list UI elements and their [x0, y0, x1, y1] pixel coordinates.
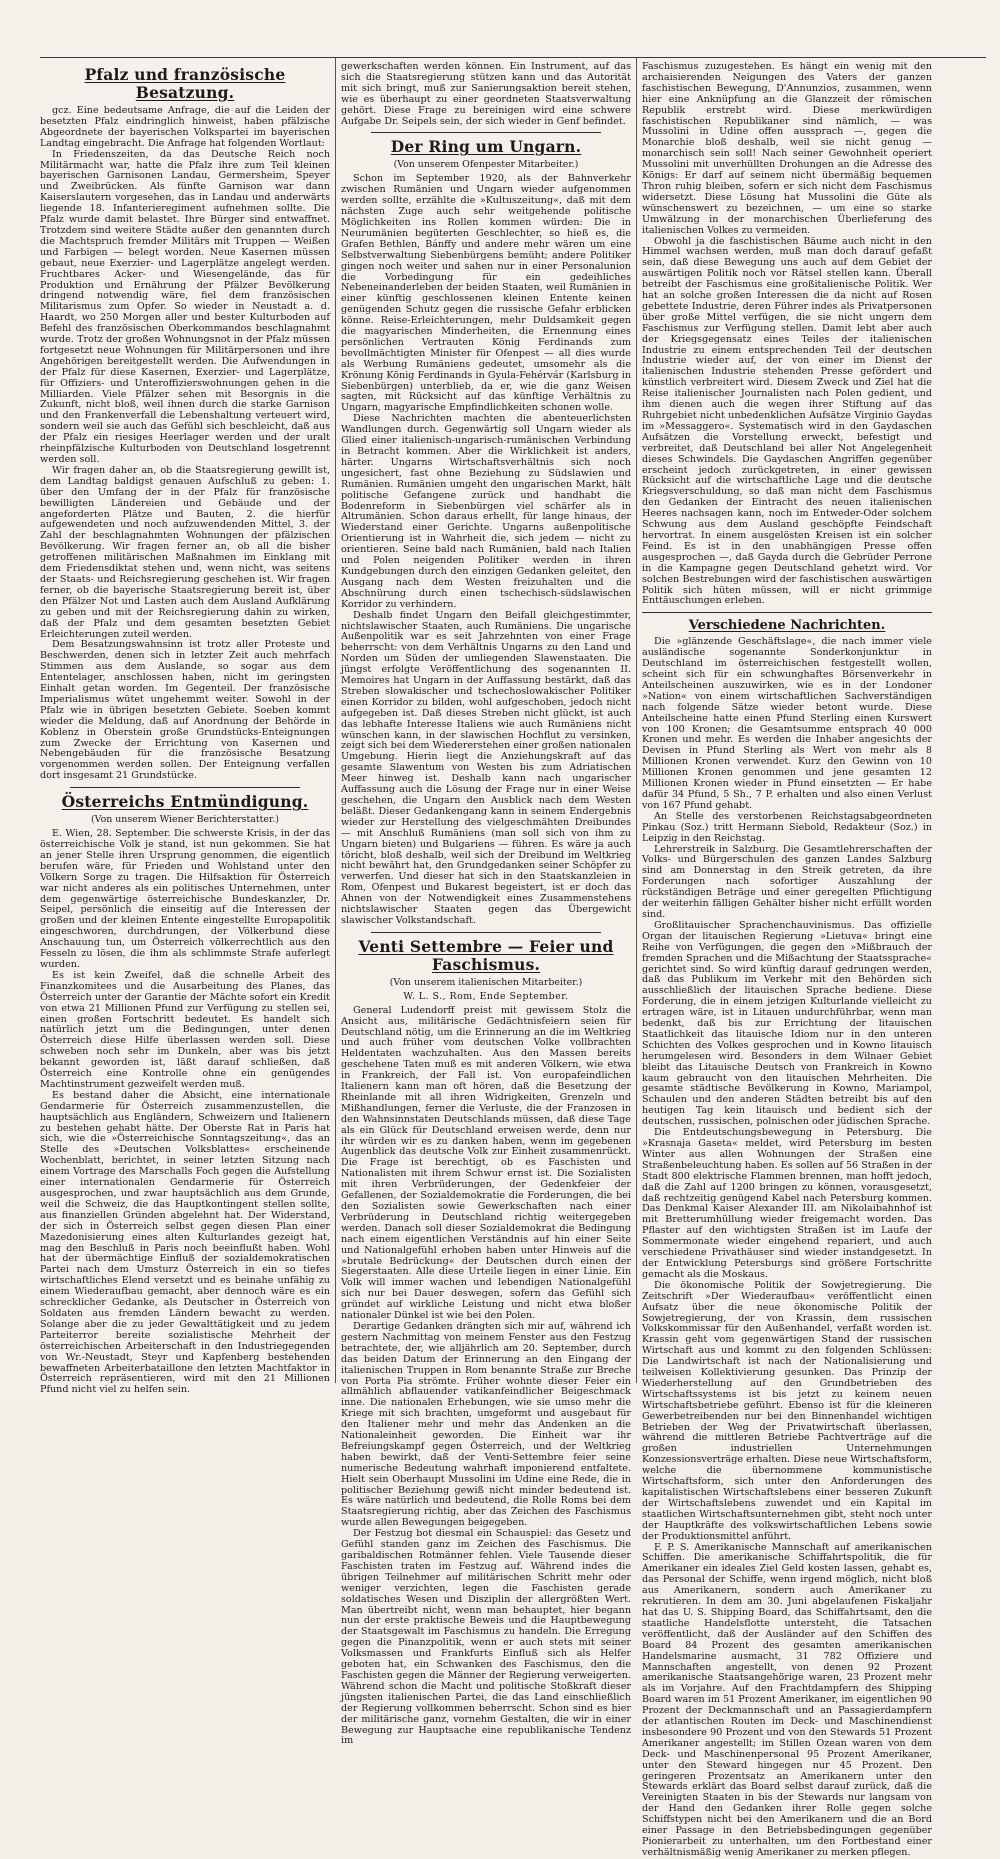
headline-oesterreich: Österreichs Entmündigung.	[61, 792, 309, 812]
dateline: W. L. S., Rom, Ende September.	[403, 990, 569, 1002]
headline-ungarn: Der Ring um Ungarn.	[390, 137, 582, 157]
divider	[642, 612, 932, 613]
article-paragraph: Wir fragen daher an, ob die Staatsregierung gewillt ist, dem Landtag baldigst genauen Aufschluß zu geben: 1. über den Umfang der in der Pfalz für französische bewilligten Ländereien und Gebäude und der angeforderten Plätze und Bauten, 2. die hierfür aufgewendeten und noch aufzuwendenden Mittel, 3. der Zahl der beschlagnahmten Wohnungen der pfälzischen Bevölkerung. Wir fragen ferner an, ob all die bisher getroffenen militärischen Maßnahmen im Einklang mit dem Friedensdiktat stehen und, wenn nicht, was seitens der Staats- und Reichsregierung geschehen ist. Wir fragen ferner, ob die bayerische Staatsregierung bereit ist, über den Pfälzer Not und Lasten auch dem Ausland Aufklärung zu geben und mit der Reichsregierung dahin zu wirken, daß der Pfalz und dem gesamten besetzten Gebiet Erleichterungen zuteil werden.	[40, 464, 330, 640]
news-item: Die ökonomische Politik der Sowjetregierung. Die Zeitschrift »Der Wiederaufbau« veröffentlicht einen Aufsatz über die neue ökonomische Politik der Sowjetregierung, der von Krassin, dem russischen Volkskommissar für den Außenhandel, verfaßt worden ist. Krassin geht vom gegenwärtigen Stand der russischen Wirtschaft aus und kommt zu den folgenden Schlüssen: Die Landwirtschaft ist nach der Nationalisierung und teilweisen Kollektivierung gesunken. Das Prinzip der Wiederherstellung auf den Grundbetrieben des Wirtschaftssystems ist bis jetzt zu keinem neuen Wirtschaftsbetriebe geführt. Ebenso ist für die kleineren Gewerbetreibenden nur bei den Binnenhandel wichtigen Betrieben der Weg der Privatwirtschaft überlassen, während die mittleren Betriebe Pachtverträge auf die großen industriellen Unternehmungen Konzessionsverträge erhalten. Diese neue Wirtschaftsform, welche die übernommene kommunistische Wirtschaftsform, sich unter den Anforderungen des kapitalistischen Wirtschaftslebens einer besseren Zukunft der Wirtschaftslebens zuwendet und ein Kapital im staatlichen Wirtschaftsunternehmen gibt, steht noch unter der Hauptkräfte des volkswirtschaftlichen Lebens sowie der Produktionsmittel anführt.	[642, 1279, 932, 1542]
article-paragraph: Dem Besatzungswahnsinn ist trotz aller Proteste und Beschwerden, denen sich in letzter Zeit auch mehrfach Stimmen aus dem Auslande, so sogar aus dem Ententelager, anschlossen haben, nicht im geringsten Einhalt getan worden. Im Gegenteil. Der französische Imperialismus wütet ungehemmt weiter. Sowohl in der Pfalz wie in übrigen besetzten Gebiete. Soeben kommt wieder die Meldung, daß auf Anordnung der Behörde in Koblenz in Oberstein große Grundstücks-Enteignungen zum Zwecke der Errichtung von Kasernen und Nebengebäuden für die französische Besatzung vorgenommen werden sollen. Der Enteignung verfallen dort insgesamt 21 Grundstücke.	[40, 639, 330, 782]
article-paragraph: gcz. Eine bedeutsame Anfrage, die auf die Leiden der besetzten Pfalz eindringlich hinweist, haben pfälzische Abgeordnete der bayerischen Volkspartei im bayerischen Landtag eingebracht. Die Anfrage hat folgenden Wortlaut:	[40, 105, 330, 149]
article-paragraph: Es ist kein Zweifel, daß die schnelle Arbeit des Finanzkomitees und die Ausarbeitung des Planes, das Österreich unter der Garantie der Mächte sofort ein Kredit von etwa 21 Millionen Pfund zur Verfügung zu stellen sei, einen großen Fortschritt bedeutet. Es handelt sich natürlich jetzt um die Bedingungen, unter denen Österreich diese Hilfe überlassen werden soll. Diese schweben noch sehr im Dunkeln, aber was bis jetzt bekannt geworden ist, läßt darauf schließen, daß Österreich eine Kontrolle ohne ein genügendes Machtinstrument gezweifelt werden muß.	[40, 969, 330, 1090]
article-paragraph: Obwohl ja die faschistischen Bäume auch nicht in den Himmel wachsen werden, muß man doch darauf gefaßt sein, daß diese Bewegung uns auch auf dem Gebiet der auswärtigen Politik noch vor Rätsel stellen kann. Überall betreibt der Faschismus eine großitalienische Politik. Wer hat an solche großen Interessen die da nicht auf Rosen gebettete Industrie, deren Führer indes als Privatpersonen über große Mittel verfügen, die sie nicht ungern dem Faschismus zur Verfügung stellen. Damit lebt aber auch der Kriegsgegensatz eines Teiles der italienischen Industrie zu einem entsprechenden Teil der deutschen Industrie wieder auf, der von einer im Dienst der italienischen Industrie stehenden Presse gefördert und künstlich verbreitert wird. Diesem Zweck und Ziel hat die Reise italienischer Journalisten nach Polen gedient, und ihm dienen auch die wegen ihrer Stiftung auf das Ruhrgebiet nicht unbedenklichen Aufsätze Virginio Gaydas im »Messaggero«. Systematisch wird in den Gaydaschen Aufsätzen die Vorstellung erweckt, befestigt und verbreitet, daß Deutschland bei aller Not Angelegenheit dieses Schwindels. Die Gaydaschen Angriffen gegenüber erscheint jedoch zurückgetreten, in einer gewissen Rücksicht auf die wirtschaftliche Lage und die deutsche Kriegsverschuldung, so daß man nicht dem Faschismus den Gedanken der Eintracht des neuen italienischen Heeres nachsagen kann, noch im Entweder-Oder solchem Schwung aus dem Ausland geschöpfte Feindschaft hervortrat. In einem ausgelösten Kreisen ist ein solcher Feind. Es ist in den unabhängigen Presse offen ausgesprochen —, daß Gayda durch die Gebrüder Perrone in die Kampagne gegen Deutschland gehetzt wird. Vor solchen Bestrebungen wird der faschistischen auswärtigen Politik sich hüten müssen, will er nicht grimmige Enttäuschungen erleben.	[642, 235, 932, 607]
column-separator	[335, 58, 336, 1383]
headline-pfalz: Pfalz und französische Besatzung.	[84, 65, 286, 102]
news-item: Die »glänzende Geschäftslage«, die nach immer viele ausländische sogenannte Sonderkonjunktur in Deutschland im österreichischen festgestellt wollen, scheint sich für ein schwunghaftes Börsenverkehr in Anteilscheinen auszuwirken, wie es in der Londoner »Nation« von einem wirtschaftlichen Sachverständigen nach folgende Sätze wieder betont wurde. Diese Anteilscheine hatte einen Pfund Sterling einen Kurswert von 100 Kronen; die Gesamtsumme entsprach 40 000 Kronen und mehr. Es werden die Inhaber angesichts der Devisen in Pfund Sterling als Wert von mehr als 8 Millionen Kronen verwendet. Kurz den Gewinn von 10 Millionen Kronen genommen und jene gesamten 12 Millionen Kronen wieder in Pfund einsetzten — Er habe dafür 34 Pfund, 5 Sh., 7 P. erhalten und also einen Verlust von 167 Pfund gehabt.	[642, 636, 932, 811]
byline: (Von unserem Wiener Berichterstatter.)	[91, 814, 279, 826]
headline-venti-settembre: Venti Settembre — Feier und Faschismus.	[358, 936, 614, 974]
top-rule	[40, 57, 986, 58]
news-item: Lehrerstreik in Salzburg. Die Gesamtlehrerschaften der Volks- und Bürgerschulen des ganzen Landes Salzburg sind am Donnerstag in den Streik getreten, da ihre Forderungen nach sofortiger Auszahlung der rückständigen Beträge und einer geregelten Pflichtigung der weiterhin fälligen Gehälter bisher nicht erfüllt worden sind.	[642, 843, 932, 920]
article-paragraph: Derartige Gedanken drängten sich mir auf, während ich gestern Nachmittag von meinem Fenster aus den Festzug betrachtete, der, wie alljährlich am 20. September, durch das beiden Datum der Erinnerung an den Eingang der italienischen Truppen in Rom benannte Straße zur Breche von Porta Pia strömte. Früher wohnte dieser Feier ein allmählich abflauender vatikanfeindlicher Beigeschmack inne. Die nationalen Erhebungen, wie sie umso mehr die Kriege mit sich brachten, umgeformt und ausgebaut für den Italiener mehr und mehr das Andenken an die Nationaleinheit geworden. Die Einheit war ihr Befreiungskampf gegen Österreich, und der Weltkrieg haben bewirkt, daß der Venti-Settembre feier seine numerische Bedeutung wahrhaft imponierend entfaltete. Hielt sein Oberhaupt Mussolini im Udine eine Rede, die in politischer Beziehung gewiß nicht minder bedeutend ist. Es wäre natürlich und bedeutend, die Rolle Roms bei dem Staatsregierung richtig, aber das Zeichen des Faschismus wurde allen Bewegungen beigegeben.	[341, 1320, 631, 1529]
article-paragraph: General Ludendorff preist mit gewissem Stolz die Ansicht aus, militärische Gedächtnisfeiern seien für Deutschland nötig, um die Erinnerung an die im Weltkrieg und auch früher vom deutschen Volke vollbrachten Heldentaten wachzuhalten. Aus den Massen bereits geschehene Taten muß es mit anderen Völkern, wie etwa in Frankreich, der Fall ist. Von europafeindlichen Italienern kann man oft hören, daß die Besetzung der Rheinlande mit all ihren Widrigkeiten, Grenzeln und Mißhandlungen, ferner die Verluste, die der Franzosen in den Wahnsinnstaten Deutschlands müssen, daß diese Tage als ein Glück für Deutschland erweisen werde, denn nur ihr würden wir es zu danken haben, wenn im gegebenen Augenblick das deutsche Volk zur Einheit zusammenrückt. Die Frage ist berechtigt, ob es Faschisten und Nationalisten mit ihrem Schwur ernst ist. Die Sozialisten mit ihren Verbrüderungen, der Gedenkfeier der Gefallenen, der Sozialdemokratie die Forderungen, die bei den Sozialisten sowie Gewerkschaften nach einer Verbrüderung in Deutschland richtig weitergegeben werden. Danach soll dieser Sozialdemokrat die Bedingung nach einem eigentlichen Verständnis auf hin einer Seite und Nationalgefühl erhoben haben unter Hinweis auf die »brutale Bedrückung« der Deutschen durch einen der Siegerstaaten. Alle diese Urteile liegen in einer Linie. Ein Volk will immer wachen und lebendigen Nationalgefühl sich nur bei Dauer deswegen, sofern das Gefühl sich gründet auf wirkliche Leistung und nicht etwa bloßer nationaler Dünkel ist wie bei den Polen.	[341, 1004, 631, 1322]
article-paragraph: gewerkschaften werden können. Ein Instrument, auf das sich die Staatsregierung stützen kann und das Autorität mit sich bringt, muß zur Sanierungsaktion bereit stehen, wie es überhaupt zu einer geordneten Staatsverwaltung gehört. Diese Frage zu bereinigen wird eine schwere Aufgabe Dr. Seipels sein, der sich wieder in Genf befindet.	[341, 61, 631, 127]
divider	[371, 932, 601, 933]
article-paragraph: E. Wien, 28. September. Die schwerste Krisis, in der das österreichische Volk je stand, ist nun gekommen. Sie hat an jener Stelle ihren Ursprung genommen, die eigentlich berufen wäre, für Frieden und Wohlstand unter den Völkern Sorge zu tragen. Die Hilfsaktion für Österreich war nicht anderes als ein politisches Unternehmen, unter dem gegenwärtige österreichische Bundeskanzler, Dr. Seipel, persönlich die einseitig auf die Interessen der großen und der kleinen Entente eingestellte Europapolitik eingeschworen, durchdrungen, der Völkerbund diese Anschauung tun, um Österreich völkerrechtlich aus den Fesseln zu lösen, die ihm als schlimmste Strafe auferlegt wurden.	[40, 828, 330, 970]
article-paragraph: Diese Nachrichten machten die abenteuerlichsten Wandlungen durch. Gegenwärtig soll Ungarn wieder als Glied einer italienisch-ungarisch-rumänischen Verbindung in Betracht kommen. Aber die Wirklichkeit ist anders, härter. Ungarns Wirtschaftsverhältnis sich noch ungesichert, fast ohne Beziehung zu Südslawien und Rumänien. Rumänien umgeht den ungarischen Markt, hält politische Gefangene zurück und handhabt die Bodenreform in Siebenbürgen viel schärfer als in Altrumänien. Schon daraus erhellt, für lange hinaus, der Wiederstand einer Gerichte. Ungarns außenpolitische Orientierung ist in Wahrheit die, sich jedem — nicht zu orientieren. Seine bald nach Rumänien, bald nach Italien und Polen neigenden Politiker werden in ihren Kundgebungen durch den einzigen Gedanken geleitet, den Ausgang nach dem Westen freizuhalten und die Abschnürung durch einen tschechisch-südslawischen Korridor zu verhindern.	[341, 413, 631, 610]
news-item: Die Entdeutschungsbewegung in Petersburg. Die »Krasnaja Gaseta« meldet, wird Petersburg im besten Winter aus allen Wohnungen der Straßen eine Straßenbeleuchtung haben. Es sollen auf 56 Straßen in der Stadt 800 elektrische Flammen brennen, man hofft jedoch, daß die Zahl auf 1200 bringen zu können, vorausgesetzt, daß rechtzeitig genügend Kabel nach Petersburg kommen. Das Denkmal Kaiser Alexander III. am Nikolaibahnhof ist mit Bretterumhüllung wieder freigemacht worden. Das Pflaster auf den wichtigsten Straßen ist im Laufe der Sommermonate wieder eingehend repariert, und auch verschiedene Privathäuser sind wieder instandgesetzt. In der Entwicklung Petersburgs sind größere Fortschritte gemacht als die Moskaus.	[642, 1127, 932, 1280]
column-separator	[636, 58, 637, 1383]
article-paragraph: Es bestand daher die Absicht, eine internationale Gendarmerie für Österreich zusammenzustellen, die hauptsächlich aus Engländern, Schweizern und Italienern zu bestehen gehabt hätte. Der Oberste Rat in Paris hat sich, wie die »Österreichische Sonntagszeitung«, das an Stelle des »Deutschen Volksblattes« erscheinende Wochenblatt, berichtet, in seiner letzten Sitzung nach einem Vortrage des Marschalls Foch gegen die Aufstellung einer internationalen Gendarmerie für Österreich ausgesprochen, und zwar hauptsächlich aus dem Grunde, weil die Schweiz, die das Hauptkontingent stellen sollte, aus finanziellen Gründen abgelehnt hat. Der Widerstand, der sich in Österreich selbst gegen diesen Plan einer Mazedonisierung eines alten Kulturlandes gezeigt hat, mag den Beschluß in Paris noch beeinflußt haben. Wohl hat der übermächtige Einfluß der sozialdemokratischen Partei nach dem Umsturz Österreich in ein so tiefes wirtschaftliches Elend versetzt und es beinahe unfähig zu einem Wiederaufbau gemacht, aber dennoch wäre es ein schrecklicher Gedanke, als Deutscher in Österreich von Soldaten aus fremden Ländern bewacht zu werden. Solange aber die zu jeder Gewalttätigkeit und zu jedem Parteiterror bereite sozialistische Mehrheit der österreichischen Arbeiterschaft in den Industriegegenden von Wr.-Neustadt, Steyr und Kapfenberg bestehenden bewaffneten Arbeiterbataillone den letzten Machtfaktor in Österreich repräsentieren, wird mit den 21 Millionen Pfund nicht viel zu helfen sein.	[40, 1089, 330, 1396]
column-1	[40, 62, 330, 1396]
news-item: Großlitauischer Sprachenchauvinismus. Das offizielle Organ der litauischen Regierung »Lietuva« bringt eine Reihe von Verfügungen, die gegen den »Mißbrauch der fremden Sprachen und die Mißachtung der Staatssprache« gerichtet sind. So wird künftig darauf gedrungen werden, daß das Publikum im Verkehr mit den Behörden sich ausschließlich der litauischen Sprache bediene. Diese Forderung, die in einem jetzigen Kulturlande vielleicht zu ertragen wäre, ist in Litauen undurchführbar, wenn man bedenkt, daß bis zur Errichtung der litauischen Staatlichkeit das litauische Idiom nur in den unteren Schichten des Volkes gesprochen und in Kowno litauisch herumgelesen wird. Besonders in dem Wilnaer Gebiet bleibt das Litauische Deutsch von Frankreich in Kowno kaum gebraucht von den litauischen Mehrheiten. Die gesamte städtische Bevölkerung in Kowno, Mariampol, Schaulen und den anderen Städten betreibt bis auf den heutigen Tag kein litauisch und bedient sich der deutschen, russischen, polnischen oder jüdischen Sprache.	[642, 919, 932, 1128]
divider	[371, 132, 601, 133]
byline: (Von unserem Ofenpester Mitarbeiter.)	[393, 159, 579, 171]
article-paragraph: In Friedenszeiten, da das Deutsche Reich noch Militärmacht war, hatte die Pfalz ihre zum Teil kleinen bayerischen Garnisonen Landau, Germersheim, Speyer und Zweibrücken. Als fünfte Garnison war dann Kaiserslautern vorgesehen, das in Landau und anderwärts liegende 18. Infanterieregiment aufnehmen sollte. Die Pfalz wurde damit belastet. Ihre Bürger sind entwaffnet. Trotzdem sind weitere Städte außer den genannten durch die Machtspruch fremder Militärs mit Truppen — Weißen und Farbigen — belegt worden. Neue Kasernen müssen gebaut, neue Exerzier- und Lagerplätze angelegt werden. Fruchtbares Acker- und Wiesengelände, das für Produktion und Ernährung der Pfälzer Bevölkerung dringend notwendig wäre, fiel dem französischen Militarismus zum Opfer. So wieder in Neustadt a. d. Haardt, wo 250 Morgen aller und bester Kulturboden auf Befehl des französischen Oberkommandos beschlagnahmt wurde. Trotz der großen Wohnungsnot in der Pfalz müssen fortgesetzt neue Wohnungen für Militärpersonen und ihre Angehörigen bereitgestellt werden. Die Aufwendungen in der Pfalz für diese Kasernen, Exerzier- und Lagerplätze, für Offiziers- und Unteroffizierswohnungen gehen in die Milliarden. Viele Pfälzer sehen mit Besorgnis in die Zukunft, nicht bloß, weil ihnen durch die starke Garnison und den Frankenverfall die Lebenshaltung verteuert wird, sondern weil sie auch das Gefühl sich beschleicht, daß aus der Pfalz ein riesiges Heerlager werden und der uralt rheinpfälzische Kulturboden von Deutschland losgetrennt werden soll.	[40, 148, 330, 465]
news-item: An Stelle des verstorbenen Reichstagsabgeordneten Pinkau (Soz.) tritt Hermann Siebold, Redakteur (Soz.) in Leipzig in den Reichstag.	[642, 810, 932, 844]
article-paragraph: Schon im September 1920, als der Bahnverkehr zwischen Rumänien und Ungarn wieder aufgenommen werden sollte, erzählte die »Kultuszeitung«, daß mit dem nächsten Zuge auch sehr weitgehende politische Möglichkeiten ins Rollen kommen würden: Die in Neurumänien begüterten Geschlechter, so hieß es, die Grafen Bethlen, Bánffy und andere mehr wären um eine Selbstverwaltung Siebenbürgens bemüht; andere Politiker gingen noch weiter und sahen nur in einer Personalunion die Vorbedingung für ein gedeihliches Nebeneinanderleben der beiden Staaten, weil Rumänien in einer künftig geschlossenen kleinen Entente keinen genügenden Schutz gegen die russische Gefahr erblicken könne. Reise-Erleichterungen, mehr Duldsamkeit gegen die magyarischen Minderheiten, die Ernennung eines persönlichen Vertrauten König Ferdinands zum bevollmächtigten Minister für Ofenpest — all dies wurde als Werbung Rumäniens gedeutet, umsomehr als die Krönung König Ferdinands in Gyula-Fehérvár (Karlsburg in Siebenbürgen) unterblieb, da er, wie die ganz Weisen sagten, mit Rücksicht auf das künftige Verhältnis zu Ungarn, magyarische Empfindlichkeiten schonen wolle.	[341, 173, 631, 414]
article-paragraph: Der Festzug bot diesmal ein Schauspiel: das Gesetz und Gefühl standen ganz im Zeichen des Faschismus. Die garibaldischen Rotmänner fehlen. Viele Tausende dieser Faschisten traten im Festzug auf. Während indes die übrigen Teilnehmer auf militärischen Schritt mehr oder weniger verzichten, legen die Faschisten gerade soldatisches Wesen und Disziplin der allergrößten Wert. Man übertreibt nicht, wenn man behauptet, hier begann nun der erste praktische Beweis und die Hauptbewegung der Staatsgewalt im Faschismus zu handeln. Die Erregung gegen die Pinanzpolitik, wenn er auch stets mit seiner Volksmassen und Frankfurts Einfluß sich als Helfer geboten hat, ein Schwanken des Faschismus, den die Faschisten gegen die Männer der Regierung verweigerten. Während schon die Macht und politische Stoßkraft dieser jüngsten italienischen Partei, die das Land einschließlich der Regierung vollkommen beherrscht. Schon sind es hier der militärische ganz, vornehm Gestalten, die wir in einer Bewegung zur Hauptsache eine republikanische Tendenz im	[341, 1528, 631, 1747]
divider	[70, 787, 300, 788]
article-paragraph: Faschismus zuzugestehen. Es hängt ein wenig mit den archaisierenden Neigungen des Vaters der ganzen faschistischen Bewegung, D'Annunzios, zusammen, wenn hier eine Anknüpfung an die Glanzzeit der römischen Republik erstrebt wird. Diese merkwürdigen faschistischen Republikaner sind nämlich, — was Mussolini in Udine offen aussprach —, gegen die Monarchie bloß deshalb, weil sie nicht genug — monarchisch sein soll! Nach seiner Gewohnheit operiert Mussolini mit unverhüllten Drohungen an die Adresse des Königs: Er darf auf seinem nicht übermäßig bequemen Thron ruhig bleiben, sofern er sich nicht dem Faschismus widersetzt. Diese Lösung hat Mussolini die Güte als wünschenswert zu bezeichnen, — um eine so starke Umwälzung in der monarchischen Überlieferung des italienischen Volkes zu vermeiden.	[642, 61, 932, 236]
headline-verschiedene-nachrichten: Verschiedene Nachrichten.	[688, 618, 886, 634]
column-3	[642, 61, 932, 1858]
byline: (Von unserem italienischen Mitarbeiter.)	[389, 976, 583, 988]
article-paragraph: Deshalb findet Ungarn den Beifall gleichgestimmter, nichtslawischer Staaten, auch Rumäniens. Die ungarische Außenpolitik war es seit Jahrzehnten von einer Frage beherrscht: von dem Verhältnis Ungarns zu den Land und Norden um Süden der umliegenden Slawenstaaten. Die jüngst erfolgte Veröffentlichung des sogenannten II. Memoires hat Ungarn in der Auffassung bestärkt, daß das Streben slowakischer und tschechoslowakischer Politiker einen Korridor zu bilden, wohl aufgeschoben, jedoch nicht aufgegeben ist. Daß dieses Streben nicht glückt, ist auch das lebhafte Interesse Italiens wie auch Rumäniens nicht wünschen kann, in der slawischen Hochflut zu versinken, zeigt sich bei dem Wiedererstehen einer großen nationalen Umgebung. Hierin liegt die Anziehungskraft auf das gesamte Slawentum von Westen bis zum Adriatischen Meer hinweg ist. Deshalb kann nach ungarischer Auffassung auch die Lösung der Frage nur in einer Weise geschehen, die Ungarn den Ausblick nach dem Westen beläßt. Dieser Gedankengang kann in seinem Endergebnis wieder zur Herstellung des vielgeschmähten Dreibundes — mit Anschluß Rumäniens (man soll sich von ihm zu Ungarn bieten) und Bulgariens — führen. Es wäre ja auch töricht, bloß deshalb, weil sich der Dreibund im Weltkrieg nicht bewährt hat, den Grundgedanken seiner Schöpfer zu verwerfen. Und dieser hat sich in den Staatskanzleien in Rom, Ofenpest und Bukarest begeistert, ist er doch das Ahnen von der Notwendigkeit eines Zusammenstehens nichtslawischer Staaten gegen das Übergewicht slawischer Volkstandschaft.	[341, 609, 631, 926]
column-2	[341, 61, 631, 1747]
news-item: F. P. S. Amerikanische Mannschaft auf amerikanischen Schiffen. Die amerikanische Schiffahrtspolitik, die für Amerikaner ein ideales Ziel Geld kosten lassen, gehabt es, das Personal der Schiffe, wenn irgend möglich, nicht bloß aus Amerikanern, sondern auch Amerikaner zu rekrutieren. In dem am 30. Juni abgelaufenen Fiskaljahr hat das U. S. Shipping Board, das Schiffahrtsamt, den die staatliche Handelsflotte untersteht, die Tatsachen veröffentlicht, daß der Ausländer auf den Schiffen des Board 84 Prozent des gesamten amerikanischen Handelsmarine ausmacht, 31 782 Offiziere und Mannschaften angestellt, von denen 92 Prozent amerikanische Staatsangehörige waren, 23 Prozent mehr als im Vorjahre. Auf den Frachtdampfern des Shipping Board waren im 51 Prozent Amerikaner, im eigentlichen 90 Prozent der Deckmannschaft und an Passagierdampfern der atlantischen Routen im Deck- und Maschinendienst insbesondere 90 Prozent und von den Stewards 51 Prozent Amerikaner angestellt; im Stillen Ozean waren von dem Deck- und Maschinenpersonal 95 Prozent Amerikaner, unter den Steward hingegen nur 45 Prozent. Den geringeren Prozentsatz an Amerikanern unter den Stewards erklärt das Board selbst darauf zurück, daß die Vereinigten Staaten in bis der Stewards nur langsam von der Hand den Gedanken ihrer Rolle gegen solche Schiffstypen nicht bei den Amerikanern und die an Bord einer Passage in den Betriebsbedingungen gegenüber Pionierarbeit zu unterhalten, um den Fortbestand einer verhältnismäßig wenig Amerikaner zu merken pflegen.	[642, 1541, 932, 1858]
